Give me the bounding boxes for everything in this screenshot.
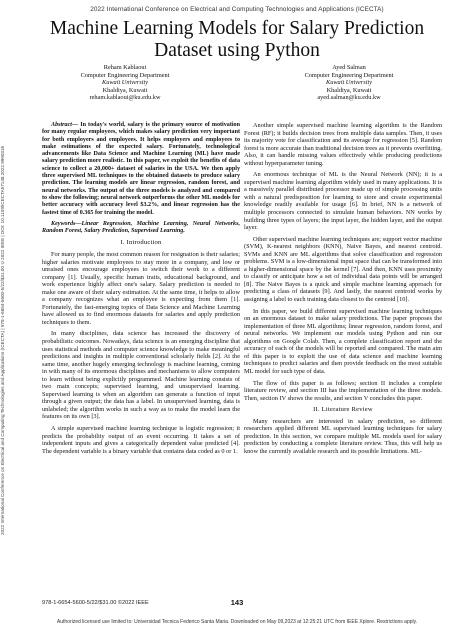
paragraph: Another simple supervised machine learning algorithm is the Random Forest (RF); it builds decision trees from multiple data samples. Then, it uses its majority vote for classification and its average for regression [5]. Random forest is more accurate than traditional decision trees as it prevents overfitting. Also, it can handle missing values effectively while producing predictions without hyperparameter tuning. xyxy=(244,122,442,167)
section-heading-literature-review: II. Literature Review xyxy=(313,406,373,414)
paragraph: An enormous technique of ML is the Neural Network (NN); it is a supervised machine learning algorithm widely used in many applications. It is a massively parallel distributed processor made up of simple processing units with a natural predisposition for learning to store and create experimental knowledge readily available for usage [6]. In brief, NN is a network of multiple processors connected to simulate human behaviors. NN works by building three types of layers; the input layer, the hidden layer, and the output layer. xyxy=(244,171,442,232)
paragraph: Other supervised machine learning techniques are; support vector machine (SVM), K-nearest neighbors (KNN), Naive Bayes, and nearest centroid. SVMs and KNN are ML algorithms that solve classification and regression problems. SVM is a low-dimensional input space that can be transformed into a higher-dimensional space by the kernel [7]. And then, KNN uses proximity to classify or anticipate how a set of individual data points will be arranged [8]. The Naive Bayes is a quick and simple machine learning approach for predicting a class of datasets [9]. And lastly, the nearest centroid works by assigning a label to each training data closest to the centroid [10]. xyxy=(244,235,442,304)
author-dept: Computer Engineering Department xyxy=(304,71,394,79)
footer-copyright: 978-1-6654-5600-5/22/$31.00 ©2022 IEEE xyxy=(42,600,149,606)
author-location: Khaldiya, Kuwait xyxy=(102,86,148,94)
paragraph: A simple supervised machine learning technique is logistic regression; it predicts the probability output of an event occurring. It takes a set of independent inputs and gives a categorically dependent value predicted [4]. The dependent variable is a binary variable that contains data coded as 0 or 1. xyxy=(42,425,240,455)
abstract-text: — In today's world, salary is the primary source of motivation for many regular employees, which makes salary prediction very important for both employers and employees. It helps employers and employees to make estimations of the expected salary. Fortunately, technological advancements like Data Science and Machine Learning (ML) have made salary prediction more realistic. In this paper, we exploit the benefits of data science to collect a 20,000+ dataset of salaries in the USA. We then apply three supervised ML techniques to the obtained datasets to produce salary prediction. The learning models are linear regression, random forest, and neural networks. The output of the three models is analyzed and compared to show the following; neural network outperforms the other ML models for better accuracy with accuracy level $3.2%, and linear regression has the fastest time of 0.365 for training the model. xyxy=(42,122,240,216)
paragraph: In this paper, we build different supervised machine learning techniques on an enormous dataset to make salary predictions. The paper proposes the implementation of three ML algorithms; linear regression, random forest, and neural networks. We implement our models using Python and run our algorithms on Google Colab. Then, a complete classification report and the accuracy of each of the models will be reported and compared. The main aim of this paper is to exploit the use of data science and machine learning techniques to predict salaries and then provide feedback on the most suitable ML model for such type of data. xyxy=(244,307,442,375)
abstract-lead: Abstract xyxy=(51,122,72,128)
author-university: Kuwait University xyxy=(102,79,148,87)
page-number: 143 xyxy=(230,598,244,607)
abstract xyxy=(42,122,240,217)
author-2 xyxy=(264,64,434,102)
author-location: Khaldiya, Kuwait xyxy=(326,86,372,94)
side-identifier: 2022 International Conference on Electrical and Computing Technologies and Applications (ICECTA) | 978-1-6654-5600-5/22/$31.00 ©2022 IEEE | DOI: 10.1109/ICECTA57148.2022.9990316 xyxy=(0,145,5,535)
author-block xyxy=(40,64,434,114)
right-column xyxy=(244,122,442,459)
left-column xyxy=(42,122,240,459)
conference-header: 2022 International Conference on Electrical and Computing Technologies and Applications (ICECTA) xyxy=(90,6,384,13)
keywords-lead: Keywords xyxy=(51,220,76,227)
author-university: Kuwait University xyxy=(326,79,372,87)
author-name: Reham Kablaoui xyxy=(103,64,147,71)
authorized-use-line: Authorized licensed use limited to: Universidad Tecnica Federico Santa Maria. Downloaded on May 09,2023 at 12:25:21 UTC from IEEE Xplore. Restrictions apply. xyxy=(56,619,418,625)
paragraph: For many people, the most common reason for resignation is their salaries; higher salaries motivate employees to stay more in a company, and low or unraised ones encourage employees to switch their work to a different company [1]. Usually, specific human traits, educational background, and work experience highly affect one's salary. Salary prediction is needed to make one aware of their salary estimation. At the same time, it helps to allow a company recognizes what an employee is expecting from them [1]. Fortunately, the fast-emerging topics of Data Science and Machine Learning have allowed us to find enormous datasets for salaries and apply prediction techniques to them. xyxy=(42,251,240,326)
keywords-text: —Linear Regression, Machine Learning, Neural Networks, Random Forest, Salary Prediction, Supervised Learning. xyxy=(42,220,240,235)
author-name: Ayed Salman xyxy=(332,64,366,71)
paragraph: Many researchers are interested in salary prediction, so different researchers applied different ML supervised learning techniques for salary prediction. In this section, we compare multiple ML models used for salary prediction by conducting a complete literature review. Thus, this will help us know the currently available research and its possible limitations. ML- xyxy=(244,417,442,455)
paragraph: In many disciplines, data science has increased the discovery of probabilistic outcomes. Nowadays, data science is an emerging discipline that uses statistical methods and computer science knowledge to make meaningful predictions and insights in multiple conventional scholarly fields [2]. At the same time, another hugely emerging technology is machine learning, coming in with many of its enormous disciplines and mechanisms to allow computers to learn without being explicitly programmed. Machine learning consists of two main concepts; supervised learning, and unsupervised learning. Supervised learning is when an algorithm can generate a function of input through a given output; the data has a label. In unsupervised learning, data is unlabeled; the algorithm works in such a way as to make the model learn the features on its own [3]. xyxy=(42,330,240,421)
section-heading-introduction: I. Introduction xyxy=(120,239,162,247)
paragraph: The flow of this paper is as follows; section II includes a complete literature review, and section III has the implementation of the three models. Then, section IV shows the results, and section V concludes this paper. xyxy=(244,379,442,402)
author-1 xyxy=(40,64,210,102)
keywords xyxy=(42,221,240,236)
author-email[interactable]: ayed.salman@ku.edu.kw xyxy=(317,94,381,102)
paper-title: Machine Learning Models for Salary Prediction Dataset using Python xyxy=(49,18,425,61)
author-email[interactable]: reham.kablaoui@ku.edu.kw xyxy=(89,94,161,102)
author-dept: Computer Engineering Department xyxy=(80,71,170,79)
